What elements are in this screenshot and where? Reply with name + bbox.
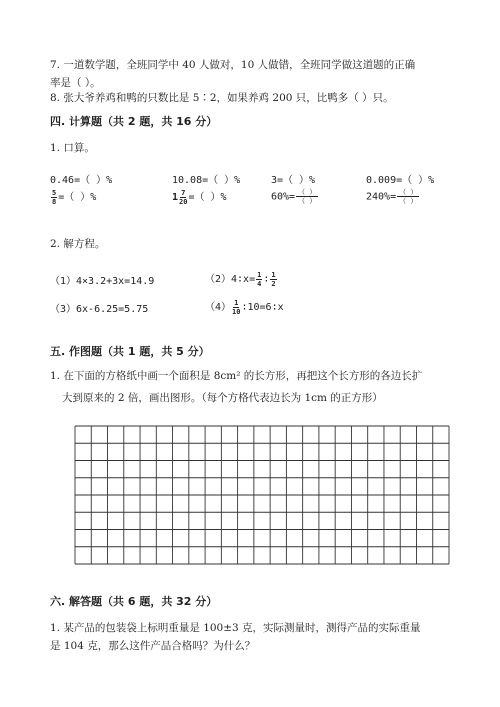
answer-question1-line2: 是 104 克，那么这件产品合格吗？为什么？	[50, 640, 256, 652]
fraction: $\frac{1}{10}$	[232, 298, 241, 316]
equation-label: 2. 解方程。	[50, 238, 106, 250]
section6-heading: 六. 解答题（共 6 题，共 32 分）	[50, 595, 218, 608]
oral-r2c2: 1 $\frac{7}{20}$ =（ ）%	[172, 188, 227, 206]
oral-r2c1: $\frac{5}{8}$ =（ ）%	[52, 188, 97, 206]
equation-2: （2）4∶x= $\frac{1}{4}$ ∶ $\frac{1}{2}$	[205, 270, 276, 288]
oral-r1c1: 0.46=（ ）%	[50, 175, 113, 186]
fraction: $\frac{1}{4}$	[257, 270, 262, 288]
oral-r1c3: 3=（ ）%	[271, 175, 316, 186]
fraction: $\frac{7}{20}$	[179, 188, 188, 206]
oral-r1c2: 10.08=（ ）%	[172, 175, 241, 186]
drawing-question-line2: 大到原来的 2 倍，画出图形。（每个方格代表边长为 1cm 的正方形）	[62, 392, 383, 404]
fraction: $\frac{5}{8}$	[52, 188, 57, 206]
square-grid	[74, 425, 450, 565]
fraction: $\frac{1}{2}$	[271, 270, 276, 288]
q7-line1: 7. 一道数学题，全班同学中 40 人做对，10 人做错，全班同学做这道题的正确	[50, 59, 416, 71]
section4-heading: 四. 计算题（共 2 题，共 16 分）	[50, 115, 218, 128]
fraction: （ ） （ ）	[298, 188, 317, 205]
q7-line2: 率是（ ）。	[50, 77, 101, 89]
equation-3: （3）6x-6.25=5.75	[50, 304, 149, 315]
equation-4: （4） $\frac{1}{10}$ ∶10=6∶x	[205, 298, 284, 316]
fraction: （ ） （ ）	[399, 188, 418, 205]
equation-1: （1）4×3.2+3x=14.9	[50, 276, 155, 287]
oral-r2c3: 60%= （ ） （ ）	[271, 188, 317, 205]
oral-r1c4: 0.009=（ ）%	[366, 175, 435, 186]
section5-heading: 五. 作图题（共 1 题，共 5 分）	[50, 345, 210, 358]
answer-question1-line1: 1. 某产品的包装袋上标明重量是 100±3 克，实际测量时，测得产品的实际重量	[50, 622, 421, 634]
q8-text: 8. 张大爷养鸡和鸭的只数比是 5∶2，如果养鸡 200 只，比鸭多（ ）只。	[50, 92, 394, 104]
oral-label: 1. 口算。	[50, 142, 95, 154]
drawing-question-line1: 1. 在下面的方格纸中画一个面积是 8cm² 的长方形，再把这个长方形的各边长扩	[50, 370, 423, 382]
oral-r2c4: 240%= （ ） （ ）	[366, 188, 418, 205]
